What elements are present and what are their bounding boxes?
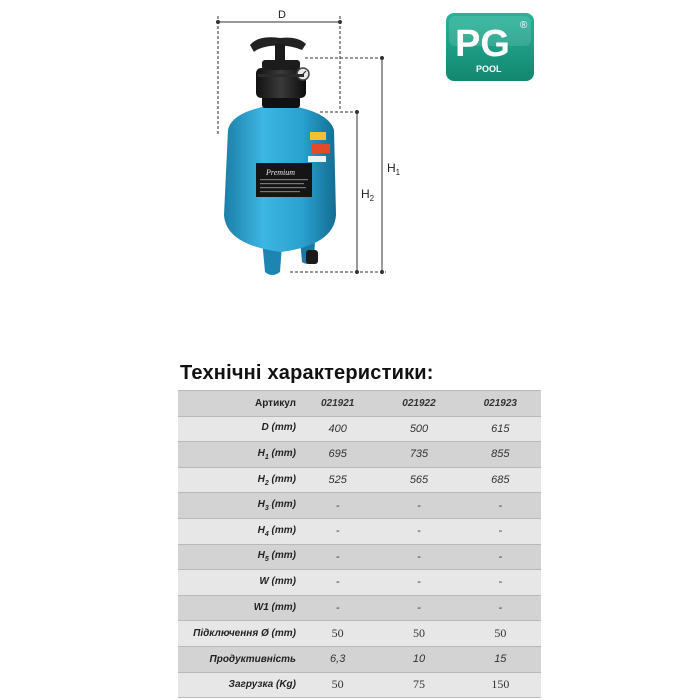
- row-label: $H_3$ (mm): [257, 499, 296, 513]
- table-row-w1: [178, 596, 541, 622]
- article-value: 021922: [402, 397, 436, 409]
- cell-value: 735: [409, 448, 429, 461]
- row-label: D (mm): [261, 422, 296, 434]
- table-row-load: [178, 673, 541, 699]
- table-row-productivity: [178, 647, 541, 673]
- cell-value: -: [417, 602, 421, 615]
- table-row-d: [178, 417, 541, 443]
- table-row-h1: [178, 442, 541, 468]
- row-label: Підключення Ø (mm): [193, 628, 296, 640]
- row-label: Загрузка (Kg): [228, 679, 296, 691]
- cell-value: -: [498, 576, 503, 589]
- logo-registered-mark: ®: [520, 20, 528, 31]
- row-label: W1 (mm): [253, 601, 296, 613]
- article-value: 021921: [320, 397, 355, 409]
- pg-pool-logo: [445, 12, 535, 82]
- table-row-connection: [178, 621, 541, 647]
- cell-value: 525: [328, 474, 347, 487]
- cell-value: -: [498, 550, 503, 563]
- cell-value: -: [498, 602, 503, 615]
- cell-value: 75: [412, 677, 425, 692]
- cell-value: 695: [328, 448, 347, 461]
- cell-value: -: [498, 525, 503, 538]
- cell-value: -: [335, 550, 340, 563]
- row-label: $H_1$ (mm): [257, 447, 296, 461]
- spec-title: Технічні характеристики:: [180, 362, 434, 384]
- product-illustration: [0, 0, 700, 340]
- article-label: Артикул: [254, 397, 296, 409]
- table-row-h3: [178, 493, 541, 519]
- cell-value: 50: [494, 626, 507, 641]
- dimension-h1-label: $H_1$: [387, 161, 401, 177]
- cell-value: 150: [491, 677, 510, 692]
- cell-value: -: [335, 525, 340, 538]
- row-label: $H_4$ (mm): [257, 524, 296, 538]
- row-label: $H_5$ (mm): [257, 550, 296, 564]
- logo-subtext: POOL: [476, 64, 502, 74]
- cell-value: 15: [494, 653, 507, 666]
- cell-value: 50: [331, 626, 344, 641]
- spec-table: [178, 390, 541, 698]
- cell-value: 50: [331, 677, 344, 692]
- cell-value: 50: [412, 626, 425, 641]
- dimension-d-label: D: [278, 9, 286, 21]
- logo-letters: PG: [455, 23, 510, 65]
- table-row-h2: [178, 468, 541, 494]
- row-label: $H_2$ (mm): [257, 473, 296, 487]
- cell-value: -: [335, 576, 340, 589]
- sand-filter-tank: [224, 37, 336, 275]
- tank-label: Premium: [266, 168, 296, 177]
- table-row-h4: [178, 519, 541, 545]
- cell-value: 6,3: [330, 653, 346, 666]
- cell-value: 500: [409, 422, 429, 435]
- cell-value: -: [417, 576, 421, 589]
- cell-value: -: [417, 499, 421, 512]
- row-label: W (mm): [259, 575, 296, 587]
- table-row-h5: [178, 545, 541, 571]
- cell-value: -: [417, 550, 421, 563]
- cell-value: -: [335, 602, 340, 615]
- cell-value: 565: [409, 474, 429, 487]
- row-label: Продуктивність: [209, 653, 296, 665]
- cell-value: 400: [328, 422, 347, 435]
- cell-value: 685: [491, 474, 510, 487]
- cell-value: 615: [491, 422, 510, 435]
- cell-value: -: [335, 499, 340, 512]
- cell-value: 10: [412, 653, 426, 666]
- table-header-row: [178, 390, 541, 417]
- dimension-h2-label: $H_2$: [361, 187, 375, 203]
- article-value: 021923: [483, 397, 517, 409]
- cell-value: 855: [491, 448, 510, 461]
- cell-value: -: [498, 499, 503, 512]
- table-row-w: [178, 570, 541, 596]
- cell-value: -: [417, 525, 421, 538]
